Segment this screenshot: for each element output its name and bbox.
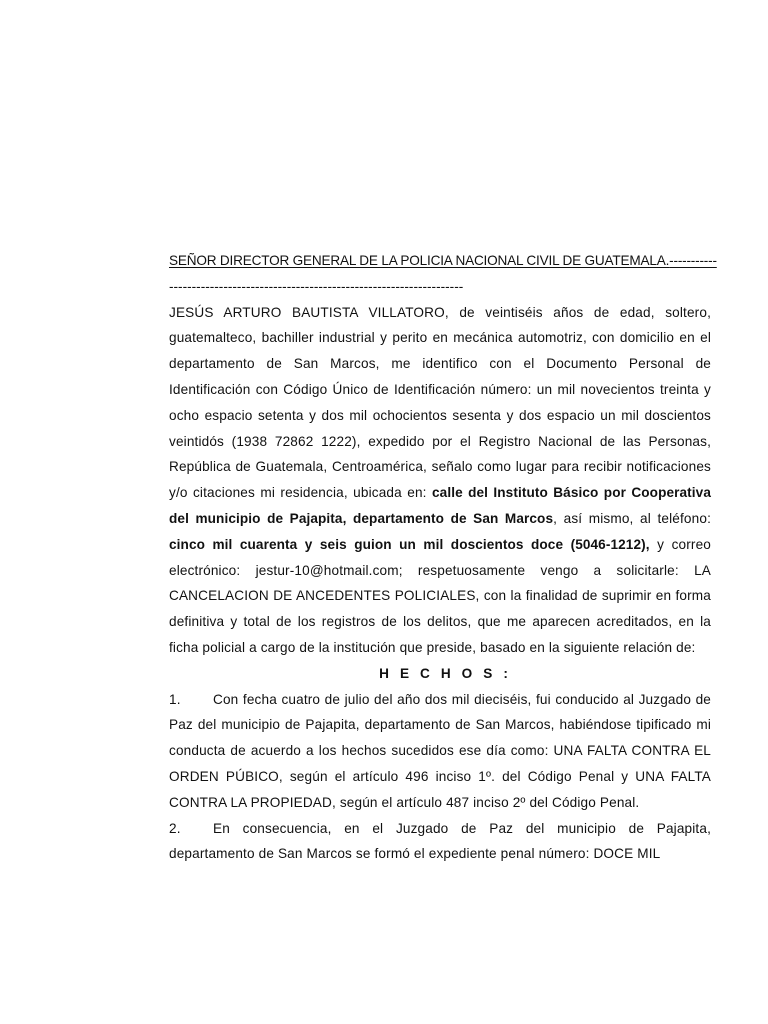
document-body (169, 248, 717, 867)
dash-separator: ----------------------------------------------------------------- (169, 278, 464, 294)
document-heading (169, 248, 717, 274)
intro-paragraph (169, 300, 711, 661)
address-text: calle del Instituto Básico por Cooperativa del municipio de Pajapita, departamento de San Marcos (169, 485, 712, 526)
fact-item-1 (169, 687, 711, 816)
phone-text: cinco mil cuarenta y seis guion un mil doscientos doce (5046-1212), (169, 536, 650, 552)
fact-number: 2. (169, 820, 181, 836)
fact-item-2 (169, 816, 711, 868)
fact-text: Con fecha cuatro de julio del año dos mil dieciséis, fui conducido al Juzgado de Paz del municipio de Pajapita, departamento de San Marcos, habiéndose tipificado mi conducta de acuerdo a los hechos sucedidos ese día como: UNA FALTA CONTRA EL ORDEN PÚBICO, según el artículo 496 inciso 1º. del Código Penal y UNA FALTA CONTRA LA PROPIEDAD, según el artículo 487 inciso 2º del Código Penal. (169, 691, 711, 810)
intro-text-1: JESÚS ARTURO BAUTISTA VILLATORO, de veintiséis años de edad, soltero, guatemalteco, bachiller industrial y perito en mecánica automotriz, con domicilio en el departamento de San Marcos, me identifico con el Documento Personal de Identificación con Código Único de Identificación número: un mil novecientos treinta y ocho espacio setenta y dos mil ochocientos sesenta y dos espacio un mil doscientos veintidós (1938 72862 1222), expedido por el Registro Nacional de las Personas, República de Guatemala, Centroamérica, señalo como lugar para recibir notificaciones y/o citaciones mi residencia, ubicada en: (169, 304, 711, 501)
hechos-title: HECHOS: (379, 665, 519, 681)
heading-text: SEÑOR DIRECTOR GENERAL DE LA POLICIA NACIONAL CIVIL DE GUATEMALA. (169, 253, 670, 268)
fact-text: En consecuencia, en el Juzgado de Paz del municipio de Pajapita, departamento de San Marcos se formó el expediente penal número: DOCE MIL (169, 820, 711, 862)
heading-dashes: ----------- (669, 253, 717, 268)
intro-text-3: y correo electrónico: jestur-10@hotmail.com; respetuosamente vengo a solicitarle: LA CANCELACION DE ANCEDENTES POLICIALES, con la finalidad de suprimir en forma definitiva y total de los registros de los delitos, que me aparecen acreditados, en la ficha policial a cargo de la institución que preside, basado en la siguiente relación de: (169, 536, 712, 655)
intro-text-2: , así mismo, al teléfono: (553, 510, 711, 526)
fact-number: 1. (169, 691, 181, 707)
